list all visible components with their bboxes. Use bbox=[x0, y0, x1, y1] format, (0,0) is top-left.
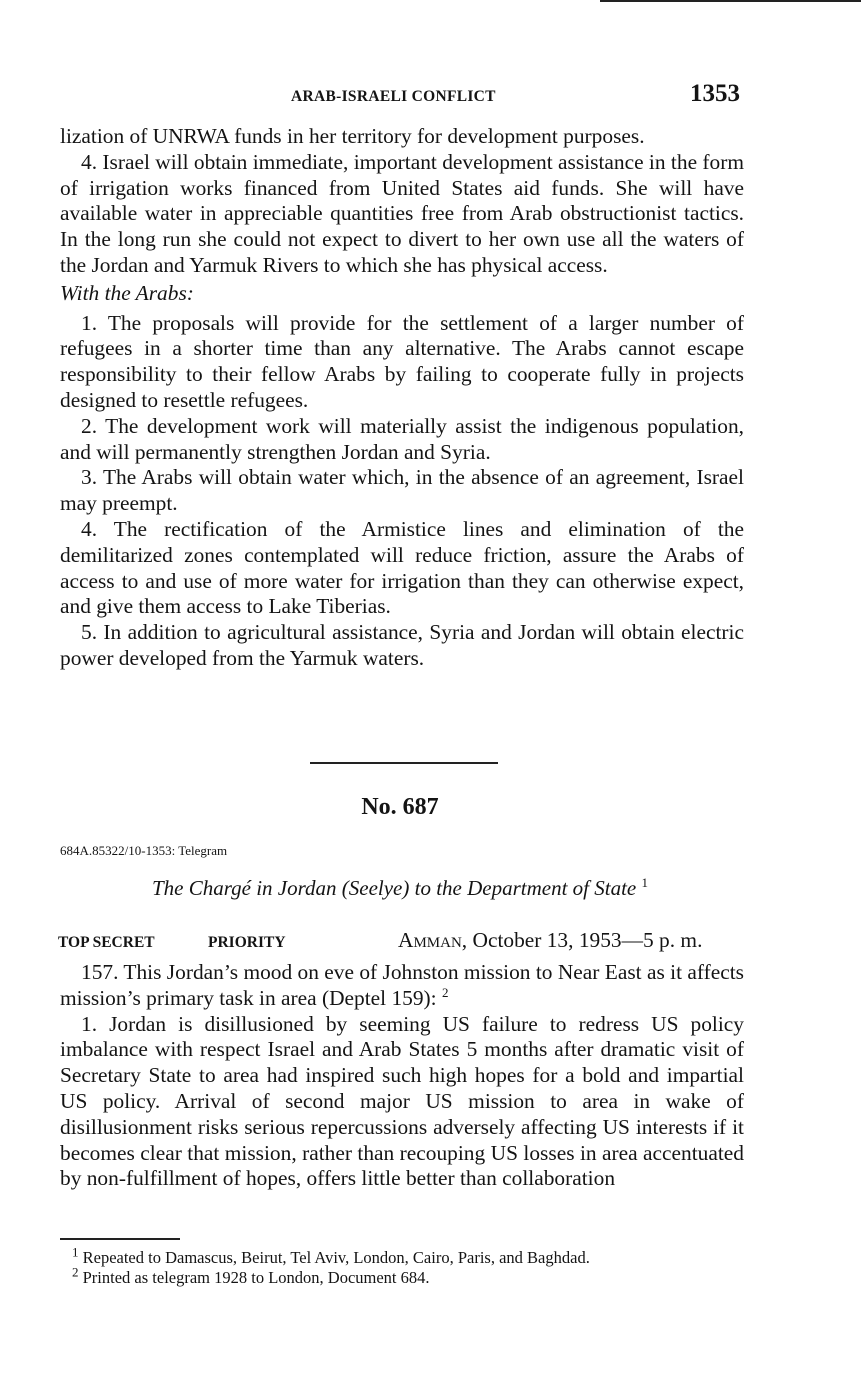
paragraph-israel-4: 4. Israel will obtain immediate, important development assistance in the form of irrigation works financed from United States aid funds. She will have available water in appreciable quantities free from Arab obstructionist tactics. In the long run she could not expect to divert to her own use all the waters of the Jordan and Yarmuk Rivers to which she has physical access. bbox=[60, 149, 744, 277]
classification: TOP SECRET bbox=[58, 934, 155, 951]
footnote-rule bbox=[60, 1238, 180, 1240]
footnote-ref-2: 2 bbox=[441, 984, 449, 1000]
page-number: 1353 bbox=[690, 80, 740, 107]
telegram-paragraph-1: 1. Jordan is disillusioned by seeming US failure to redress US policy imbalance with respect Israel and Arab States 5 months after dramatic visit of Secretary State to area had inspired such high hopes for a bold and impartial US policy. Arrival of second major US mission to area in wake of disillusionment risks serious repercussions adversely affecting US interests if it becomes clear that mission, rather than recouping US losses in area accentuated by non-fulfillment of hopes, offers little better than collaboration bbox=[60, 1011, 744, 1191]
dateline-place: Amman, bbox=[398, 928, 468, 952]
priority: PRIORITY bbox=[208, 934, 286, 951]
document-title bbox=[0, 876, 800, 901]
footnote-1 bbox=[72, 1244, 590, 1268]
running-title: ARAB-ISRAELI CONFLICT bbox=[291, 88, 496, 105]
paragraph-arabs-2: 2. The development work will materially assist the indigenous population, and will permanently strengthen Jordan and Syria. bbox=[60, 413, 744, 464]
dateline bbox=[398, 928, 702, 953]
section-divider bbox=[310, 762, 498, 764]
document-number: No. 687 bbox=[361, 794, 439, 820]
paragraph-arabs-5: 5. In addition to agricultural assistance, Syria and Jordan will obtain electric power developed from the Yarmuk waters. bbox=[60, 620, 744, 670]
dateline-date: October 13, 1953—5 p. m. bbox=[472, 928, 703, 952]
footnote-ref-1: 1 bbox=[641, 875, 648, 890]
paragraph-arabs-3: 3. The Arabs will obtain water which, in the absence of an agreement, Israel may preempt. bbox=[60, 465, 744, 516]
top-edge-rule bbox=[600, 0, 861, 2]
document-title-text: The Chargé in Jordan (Seelye) to the Department of State bbox=[151, 876, 637, 900]
file-reference: 684A.85322/10-1353: Telegram bbox=[60, 843, 228, 858]
telegram-text bbox=[60, 960, 744, 1192]
footnote-2-text: Printed as telegram 1928 to London, Document 684. bbox=[82, 1268, 430, 1287]
footnote-1-text: Repeated to Damascus, Beirut, Tel Aviv, London, Cairo, Paris, and Baghdad. bbox=[82, 1248, 590, 1267]
subheading-arabs: With the Arabs: bbox=[60, 280, 194, 305]
paragraph-arabs-4: 4. The rectification of the Armistice lines and elimination of the demilitarized zones contemplated will reduce friction, assure the Arabs of access to and use of more water for irrigation than they can otherwise expect, and give them access to Lake Tiberias. bbox=[60, 516, 744, 619]
telegram-paragraph-157-text: 157. This Jordan’s mood on eve of Johnston mission to Near East as it affects mission’s primary task in area (Deptel 159): bbox=[60, 960, 744, 1010]
footnote-mark-1: 1 bbox=[72, 1244, 79, 1260]
telegram-paragraph-157 bbox=[60, 960, 744, 1012]
main-text bbox=[60, 124, 744, 672]
paragraph-continued: lization of UNRWA funds in her territory for development purposes. bbox=[60, 124, 645, 148]
paragraph-arabs-1: 1. The proposals will provide for the settlement of a larger number of refugees in a shorter time than any alternative. The Arabs cannot escape responsibility to their fellow Arabs by failing to cooperate fully in projects designed to resettle refugees. bbox=[60, 310, 744, 412]
footnote-2 bbox=[72, 1264, 430, 1288]
footnote-mark-2: 2 bbox=[72, 1264, 79, 1280]
